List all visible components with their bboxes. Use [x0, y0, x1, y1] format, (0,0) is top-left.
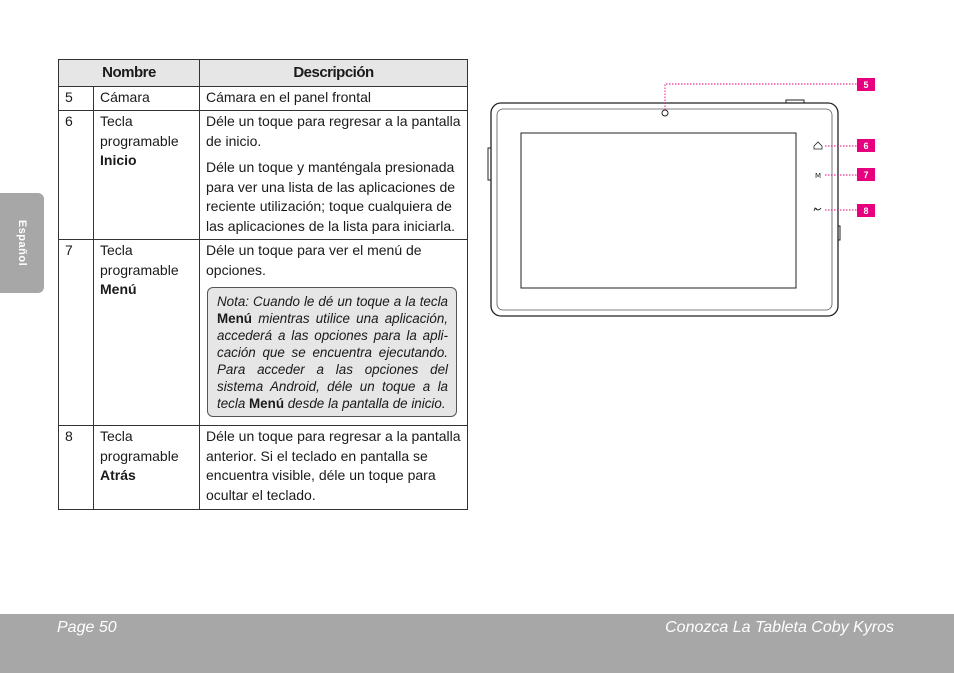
- row-name: [94, 240, 200, 426]
- note-intro: Nota: Cuando le dé un toque a la tecla: [217, 294, 448, 309]
- row-description: Cámara en el panel frontal: [200, 87, 468, 111]
- row-description: [200, 111, 468, 240]
- language-side-tab: [0, 193, 44, 293]
- name-key: Atrás: [100, 467, 136, 483]
- table-row: [59, 111, 468, 240]
- callout-8: [857, 204, 875, 217]
- row-number: 8: [59, 426, 94, 510]
- table-row: [59, 426, 468, 510]
- name-key: Inicio: [100, 152, 137, 168]
- name-line: programable: [100, 261, 179, 278]
- name-line: programable: [100, 132, 179, 149]
- callout-6: [857, 139, 875, 152]
- note-box: [207, 287, 457, 417]
- header-name: Nombre: [59, 60, 200, 87]
- note-key: Menú: [217, 311, 252, 326]
- row-name: [94, 426, 200, 510]
- desc-paragraph: Déle un toque para regresar a la pantalla de inicio.: [206, 113, 461, 149]
- tablet-screen: [521, 133, 796, 288]
- row-description: [200, 240, 468, 426]
- note-end: desde la pantalla de inicio.: [287, 396, 446, 411]
- desc-paragraph: Déle un toque para ver el menú de opciones.: [206, 242, 422, 278]
- menu-key-icon: [815, 172, 821, 180]
- name-line: Tecla: [100, 242, 133, 258]
- page-number: Page 50: [57, 619, 117, 636]
- table-row: [59, 87, 468, 111]
- row-number: 7: [59, 240, 94, 426]
- row-name: Cámara: [94, 87, 200, 111]
- name-line: Tecla: [100, 113, 133, 129]
- spec-table: [58, 59, 468, 510]
- header-description: Descripción: [200, 60, 468, 87]
- name-key: Menú: [100, 281, 137, 297]
- language-label: Español: [16, 219, 28, 267]
- footer-title: Conozca La Tableta Coby Kyros: [665, 619, 894, 636]
- row-number: 6: [59, 111, 94, 240]
- desc-paragraph: Déle un toque y manténgala presionada para ver una lista de las aplicaciones de reciente utilización; toque cualquiera de las aplicaciones de la lista para iniciarla.: [206, 159, 456, 234]
- name-line: Tecla: [100, 428, 133, 444]
- callout-7: [857, 168, 875, 181]
- table-header-row: [59, 60, 468, 87]
- table-row: [59, 240, 468, 426]
- row-name: [94, 111, 200, 240]
- callout-6-number: 6: [863, 141, 869, 151]
- page-footer: [0, 614, 954, 673]
- tablet-diagram: [486, 70, 886, 330]
- camera-icon: [662, 110, 668, 116]
- row-number: 5: [59, 87, 94, 111]
- note-body: mientras utilice una aplicación, accederá a las opciones para la aplicación que se encuentra ejecutando. Para acceder a las opciones del sistema Android, déle un toque a la tecla: [217, 311, 448, 411]
- callout-7-number: 7: [863, 170, 869, 180]
- desc-paragraph: Déle un toque para regresar a la pantalla anterior. Si el teclado en pantalla se encuentra visible, déle un toque para ocultar el teclado.: [206, 428, 461, 503]
- callout-5: [857, 78, 875, 91]
- callout-5-number: 5: [863, 80, 869, 90]
- name-line: programable: [100, 447, 179, 464]
- row-description: [200, 426, 468, 510]
- callout-8-number: 8: [863, 206, 869, 216]
- svg-text:M: M: [814, 172, 822, 180]
- note-key: Menú: [249, 396, 284, 411]
